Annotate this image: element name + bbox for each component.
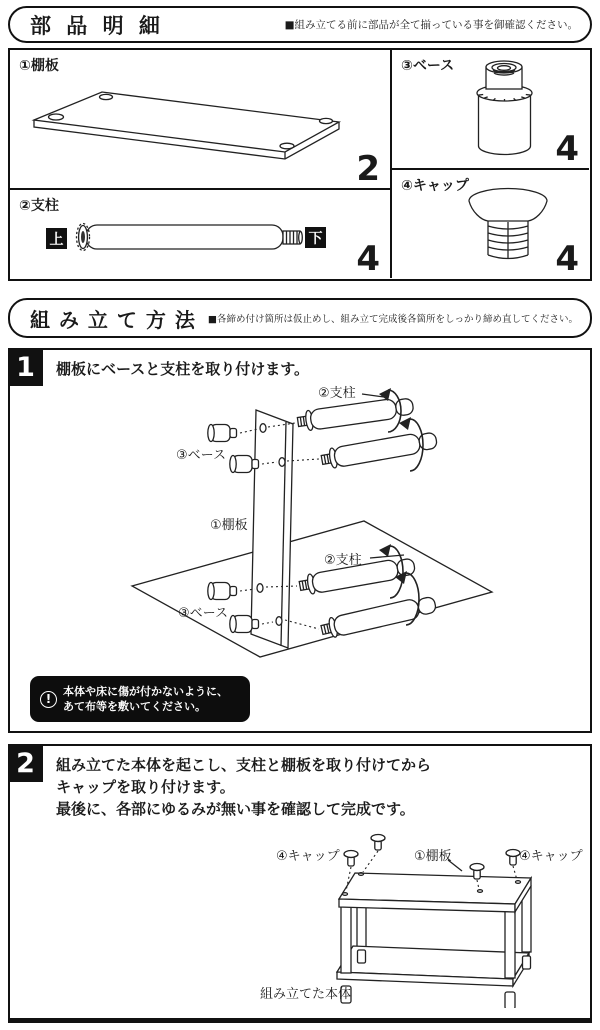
part-label-cap: ④キャップ — [401, 178, 469, 194]
assembly-section-note: ■各締め付け箇所は仮止めし、組み立て完成後各箇所をしっかり締め直してください。 — [208, 314, 578, 325]
step-1-diagram — [10, 388, 590, 678]
cap-part-4 — [506, 850, 520, 866]
parts-section-header — [8, 6, 592, 43]
step-2-instruction — [56, 754, 431, 820]
part-cell-cap — [392, 170, 589, 278]
part-label-pillar: ②支柱 — [19, 198, 59, 214]
part-qty-pillar: 4 — [356, 239, 380, 280]
part-qty-shelf-board: 2 — [356, 149, 380, 190]
label-cap-left: ④キャップ — [276, 849, 340, 864]
label-shelf-top: ①棚板 — [414, 849, 452, 864]
label-base-bottom: ③ベース — [178, 606, 229, 621]
warning-text — [63, 684, 228, 714]
label-shelf: ①棚板 — [210, 518, 248, 533]
base-part-1 — [208, 425, 237, 442]
parts-table — [8, 48, 592, 281]
parts-section-note: ■組み立てる前に部品が全て揃っている事を御確認ください。 — [284, 19, 578, 31]
label-base-top: ③ベース — [176, 448, 227, 463]
step-2-instruction-line-1: 組み立てた本体を起こし、支柱と棚板を取り付けてから — [56, 756, 432, 774]
assembly-section-title: 組 み 立 て 方 法 — [30, 307, 196, 332]
part-cell-pillar — [10, 190, 392, 278]
exclamation-icon: ! — [40, 691, 57, 708]
rotate-arrow-icon — [379, 388, 423, 625]
step-1-instruction: 棚板にベースと支柱を取り付けます。 — [56, 360, 310, 378]
part-qty-cap: 4 — [555, 239, 579, 280]
cap-part-2 — [371, 835, 385, 851]
part-cell-base — [392, 50, 589, 170]
warning-line-2: あて布等を敷いてください。 — [63, 700, 206, 713]
warning-box — [30, 676, 250, 722]
label-pillar-top: ②支柱 — [318, 386, 356, 401]
pillar-bottom-mark: 下 — [305, 227, 326, 248]
warning-line-1: 本体や床に傷が付かないように、 — [63, 685, 228, 698]
step-1-number: 1 — [8, 348, 43, 386]
part-label-base: ③ベース — [401, 58, 455, 74]
part-label-shelf-board: ①棚板 — [19, 58, 59, 74]
part-qty-base: 4 — [555, 129, 579, 170]
step-2-instruction-line-3: 最後に、各部にゆるみが無い事を確認して完成です。 — [56, 800, 415, 818]
shelf-board-drawing — [10, 50, 389, 190]
base-part-3 — [208, 583, 237, 600]
step-2-number: 2 — [8, 744, 43, 782]
assembly-section-header — [8, 298, 592, 338]
step-2-box — [8, 744, 592, 1023]
parts-section-title: 部 品 明 細 — [30, 13, 164, 38]
pillar-part-2 — [320, 430, 438, 470]
pillar-top-mark: 上 — [46, 228, 67, 249]
step-2-instruction-line-2: キャップを取り付けます。 — [56, 778, 235, 796]
assembled-body-caption: 組み立てた本体 — [260, 987, 352, 1002]
part-cell-shelf-board — [10, 50, 392, 190]
label-cap-right: ④キャップ — [519, 849, 583, 864]
label-pillar-bottom: ②支柱 — [324, 553, 362, 568]
cap-part-1 — [344, 851, 358, 867]
step-1-box — [8, 348, 592, 733]
